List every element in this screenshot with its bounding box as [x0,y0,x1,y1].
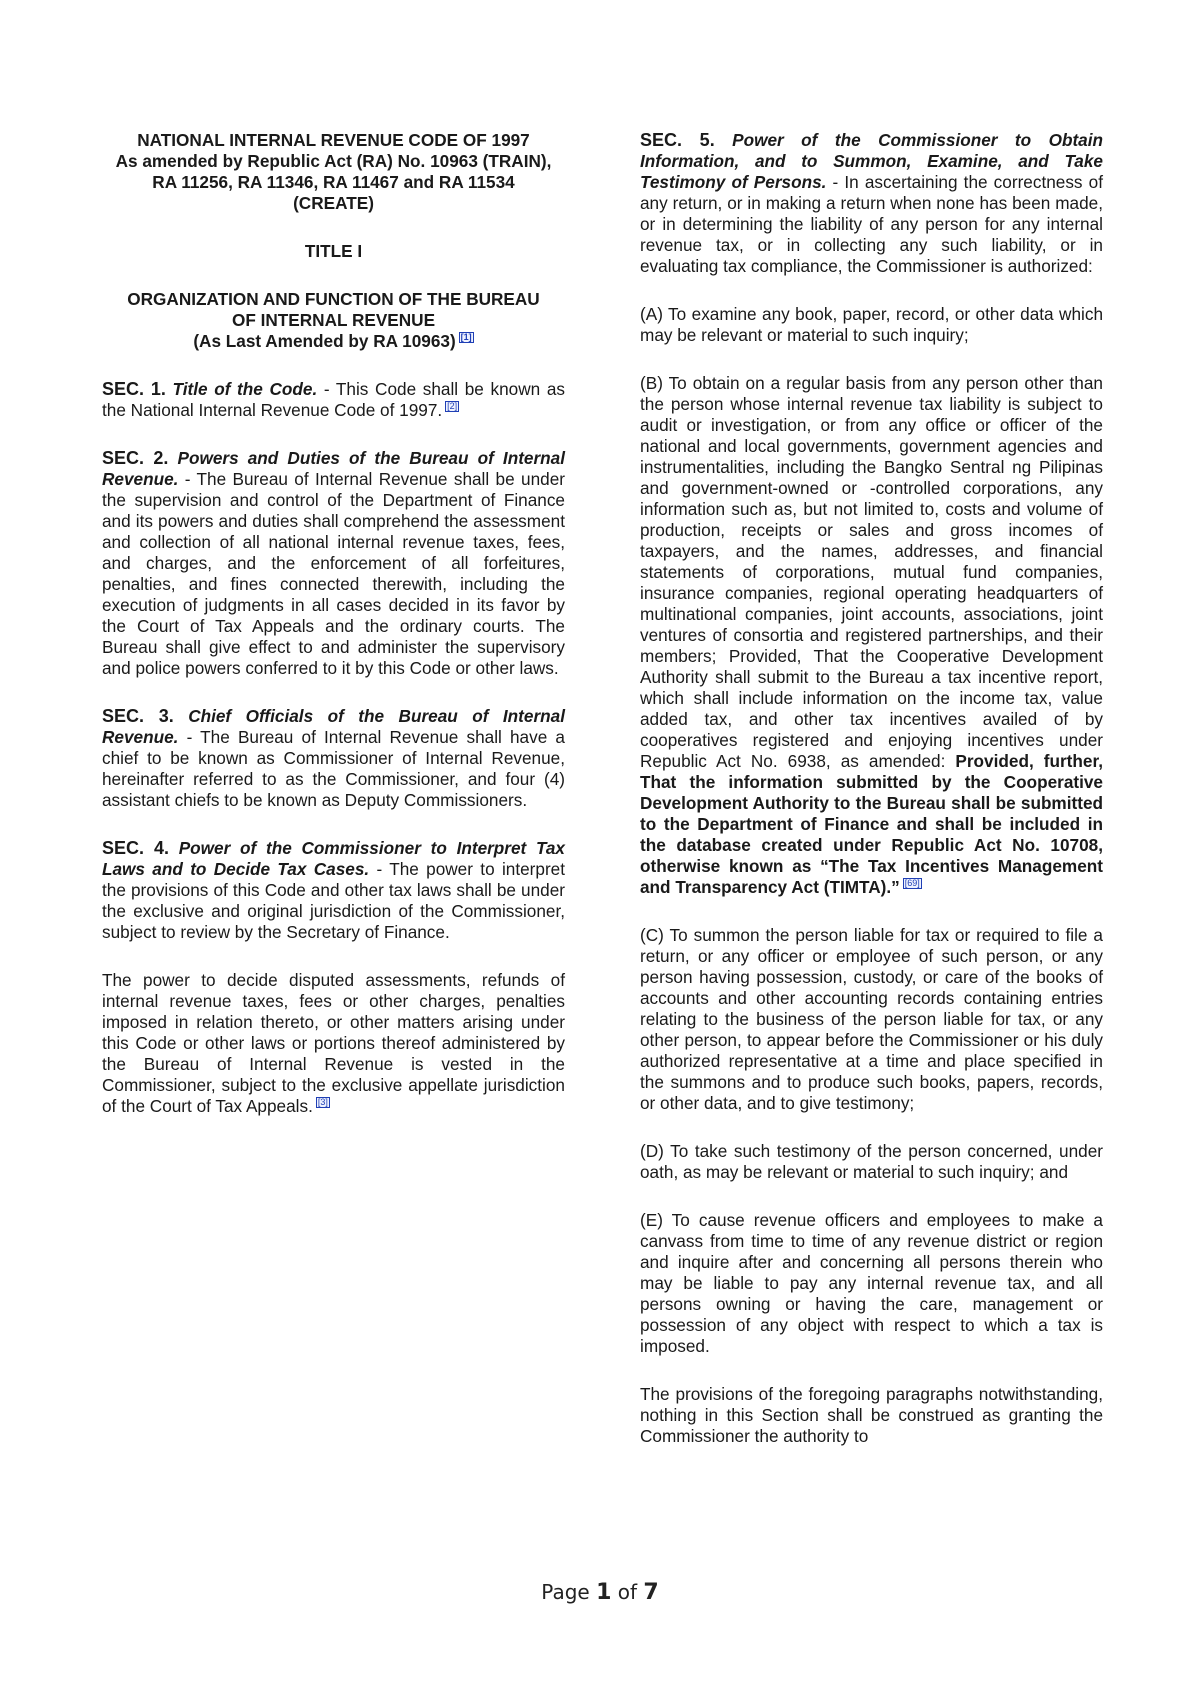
section-5-item-b-proviso: Provided, further, That the information submitted by the Cooperative Development Authority to the Bureau shall be submitted to the Department of Finance and shall be included in the database created under Republic Act No. 10708, otherwise known as “The Tax Incentives Management and Transparency Act (TIMTA).” [640,751,1103,897]
doc-title-line1: NATIONAL INTERNAL REVENUE CODE OF 1997 [137,130,530,150]
section-4 [102,838,565,943]
footnote-link-1[interactable]: [1] [460,332,472,343]
section-5-item-c: (C) To summon the person liable for tax or required to file a return, or any officer or employee of such person, or any person having possession, custody, or care of the books of accounts and other accounting records containing entries relating to the business of the person liable for tax, or any other person, to appear before the Commissioner or his duly authorized representative at a time and place specified in the summons and to produce such books, papers, records, or other data, and to give testimony; [640,925,1103,1113]
section-3 [102,706,565,811]
section-1-number: SEC. 1. [102,379,166,399]
org-heading-line1: ORGANIZATION AND FUNCTION OF THE BUREAU [127,289,540,309]
section-2 [102,448,565,679]
right-column [640,130,1103,1474]
section-5-item-a: (A) To examine any book, paper, record, or other data which may be relevant or material to such inquiry; [640,304,1103,345]
section-5-text: - In ascertaining the correctness of any return, or in making a return when none has been made, or in determining the liability of any person for any internal revenue tax, or in collecting any such liability, or in evaluating tax compliance, the Commissioner is authorized: [640,172,1103,276]
left-column [102,130,565,1144]
of-word: of [617,1580,638,1604]
doc-title-line3: RA 11256, RA 11346, RA 11467 and RA 11534 [152,172,515,192]
section-2-number: SEC. 2. [102,448,169,468]
section-1 [102,379,565,421]
section-5-title: Power of the Commissioner to Obtain Information, and to Summon, Examine, and Take Testimony of Persons. [640,130,1103,192]
section-3-number: SEC. 3. [102,706,174,726]
org-heading-line3 [102,331,565,352]
footnote-link-69[interactable]: [69] [904,878,920,889]
section-5-item-d: (D) To take such testimony of the person concerned, under oath, as may be relevant or material to such inquiry; and [640,1141,1103,1182]
doc-title-line2: As amended by Republic Act (RA) No. 10963 (TRAIN), [115,151,552,171]
section-4-text: - The power to interpret the provisions of this Code and other tax laws shall be under the exclusive and original jurisdiction of the Commissioner, subject to review by the Secretary of Finance. [102,859,566,942]
org-heading-line2: OF INTERNAL REVENUE [231,310,436,330]
page-word: Page [541,1580,590,1604]
doc-title [102,130,565,214]
section-5-item-b [640,373,1103,898]
section-3-text: - The Bureau of Internal Revenue shall have a chief to be known as Commissioner of Internal Revenue, hereinafter referred to as the Commissioner, and four (4) assistant chiefs to be known as Deputy Commissioners. [102,727,565,810]
section-4-paragraph-2-text: The power to decide disputed assessments, refunds of internal revenue taxes, fees or other charges, penalties imposed in relation thereto, or other matters arising under this Code or other laws or portions thereof administered by the Bureau of Internal Revenue is vested in the Commissioner, subject to the exclusive appellate jurisdiction of the Court of Tax Appeals. [102,970,565,1116]
section-1-title: Title of the Code. [172,379,318,399]
section-4-paragraph-2 [102,970,565,1117]
doc-title-line4: (CREATE) [293,193,374,213]
section-4-number: SEC. 4. [102,838,169,858]
section-2-title: Powers and Duties of the Bureau of Internal Revenue. [102,448,566,489]
section-5-item-e: (E) To cause revenue officers and employees to make a canvass from time to time of any revenue district or region and inquire after and concerning all persons therein who may be liable to pay any internal revenue tax, and all persons owning or having the care, management or possession of any object with respect to which a tax is imposed. [640,1210,1103,1356]
org-heading-amended: (As Last Amended by RA 10963) [193,331,456,351]
section-2-text: - The Bureau of Internal Revenue shall be under the supervision and control of the Department of Finance and its powers and duties shall comprehend the assessment and collection of all national internal revenue taxes, fees, and charges, and the enforcement of all forfeitures, penalties, and fines connected therewith, including the execution of judgments in all cases decided in its favor by the Court of Tax Appeals and the ordinary courts. The Bureau shall give effect to and administer the supervisory and police powers conferred to it by this Code or other laws. [102,469,565,678]
section-3-title: Chief Officials of the Bureau of Internal Revenue. [102,706,565,747]
org-heading [102,289,565,352]
section-4-title: Power of the Commissioner to Interpret Tax Laws and to Decide Tax Cases. [102,838,565,879]
section-5-number: SEC. 5. [640,130,715,150]
section-5-closing: The provisions of the foregoing paragraphs notwithstanding, nothing in this Section shall be construed as granting the Commissioner the authority to [640,1384,1103,1446]
page-number: 1 [596,1580,612,1605]
section-1-text: - This Code shall be known as the National Internal Revenue Code of 1997. [102,379,565,420]
footnote-link-3[interactable]: [3] [317,1097,328,1108]
section-5 [640,130,1103,277]
footnote-link-2[interactable]: [2] [447,401,458,412]
section-5-item-b-text: (B) To obtain on a regular basis from any person other than the person whose internal revenue tax liability is subject to audit or investigation, or from any office or officer of the national and local governments, government agencies and instrumentalities, including the Bangko Sentral ng Pilipinas and government-owned or -controlled corporations, any information such as, but not limited to, costs and volume of production, receipts or sales and gross incomes of taxpayers, and the names, addresses, and financial statements of corporations, mutual fund companies, insurance companies, regional operating headquarters of multinational companies, joint accounts, associations, joint ventures of consortia and registered partnerships, and their members; Provided, That the Cooperative Development Authority shall submit to the Bureau a tax incentive report, which shall include information on the income tax, value added tax, and other tax incentives availed of by cooperatives registered and enjoying incentives under Republic Act No. 6938, as amended: [640,373,1103,771]
page-footer [0,1580,1200,1605]
title-heading: TITLE I [304,241,363,261]
page-total: 7 [643,1580,659,1605]
